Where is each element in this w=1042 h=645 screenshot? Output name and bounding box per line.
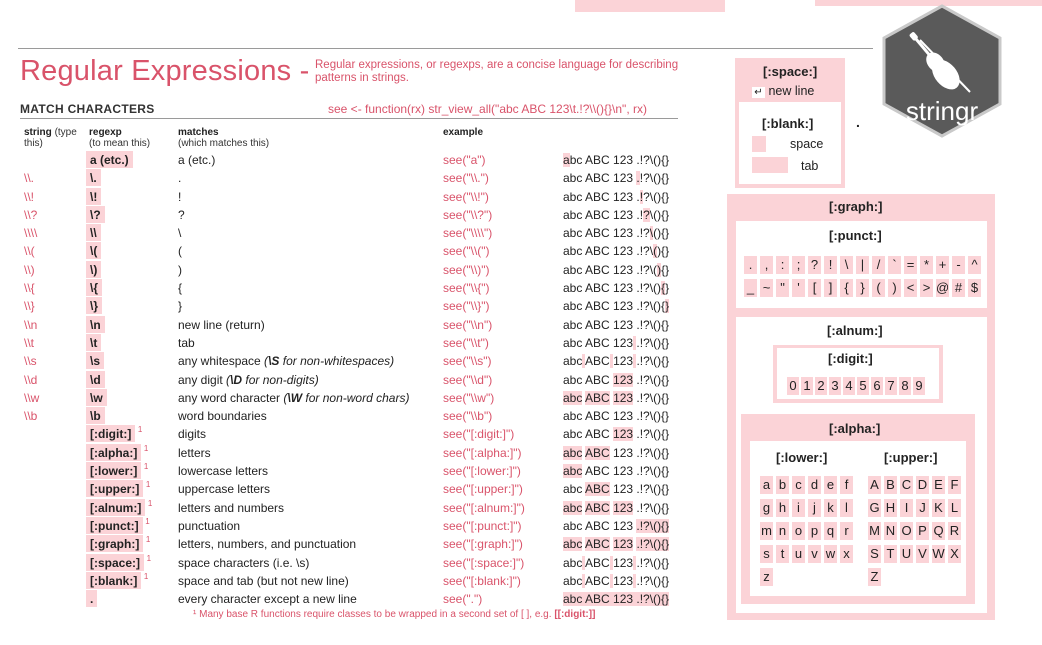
blank-space-swatch: [752, 136, 766, 152]
punct-chip: +: [936, 256, 949, 274]
regexp-cell: [:punct:] 1: [86, 517, 143, 534]
footnote-marker: 1: [137, 425, 143, 435]
lower-chip: x: [840, 545, 853, 563]
upper-chip: R: [949, 523, 960, 538]
upper-chip: W: [932, 546, 945, 561]
punct-chip: <: [904, 279, 917, 297]
see-example-cell: see("\\)"): [443, 262, 490, 277]
digit-chip: 0: [787, 377, 799, 395]
digit-class-label: [:digit:]: [828, 351, 873, 366]
regexp-cell: [:upper:] 1: [86, 480, 143, 497]
blank-class-label: [:blank:]: [762, 116, 814, 131]
footnote-marker: 1: [146, 553, 152, 563]
lower-chip: z: [760, 568, 773, 586]
see-example-cell: see("\\("): [443, 244, 490, 259]
matches-cell: digits: [178, 427, 207, 442]
see-example-cell: see("[:space:]"): [443, 555, 525, 570]
see-example-cell: see("[:upper:]"): [443, 482, 523, 497]
example-output-cell: abc ABC 123 .!?\(){}: [563, 445, 670, 460]
matches-cell: any digit (\D for non-digits): [178, 372, 319, 387]
punct-chip: #: [952, 279, 965, 297]
punct-chip: [: [808, 279, 821, 297]
regexp-cell: [:alpha:] 1: [86, 444, 141, 461]
matches-cell: \: [178, 226, 182, 241]
see-example-cell: see("."): [443, 592, 483, 607]
graph-class-label: [:graph:]: [829, 199, 883, 214]
punct-chip: ?: [808, 256, 821, 274]
lower-chip: k: [824, 499, 837, 517]
upper-chip: S: [868, 545, 881, 563]
regexp-cell: \t: [86, 334, 101, 351]
see-example-cell: see("[:lower:]"): [443, 464, 521, 479]
logo-text: stringr: [905, 96, 979, 126]
upper-chip: D: [917, 477, 928, 492]
punct-chip: ): [888, 279, 901, 297]
example-output-cell: abc ABC 123 .!?\(){}: [563, 482, 670, 497]
header-rule: [18, 48, 873, 49]
lower-chip: i: [792, 499, 805, 517]
digit-chip: 1: [801, 377, 813, 395]
upper-chip: L: [948, 499, 961, 517]
digit-chips: [787, 377, 927, 395]
upper-chip: H: [885, 500, 896, 515]
regexp-cell: a (etc.): [86, 151, 133, 168]
lower-chip: q: [824, 522, 837, 540]
matches-cell: lowercase letters: [178, 464, 269, 479]
page-title: Regular Expressions -: [20, 55, 310, 87]
example-output-cell: abc ABC 123 .!?\(){}: [563, 189, 670, 204]
lower-chip: j: [808, 499, 821, 517]
table-row: [0, 169, 700, 187]
lower-chip: p: [808, 522, 821, 540]
lower-chip: m: [761, 523, 772, 538]
string-cell: \\b: [24, 409, 38, 424]
lower-chip: o: [792, 522, 805, 540]
table-row: [0, 352, 700, 370]
see-example-cell: see("\\d"): [443, 372, 493, 387]
punct-chip: _: [744, 279, 757, 297]
example-output-cell: abc ABC 123 .!?\(){}: [563, 226, 670, 241]
punct-chip: ]: [824, 279, 837, 297]
upper-chip: X: [948, 545, 961, 563]
regexp-cell: \n: [86, 316, 105, 333]
punct-chip: .: [744, 256, 757, 274]
punct-chip: \: [840, 256, 853, 274]
footnote-marker: 1: [143, 462, 149, 472]
digit-chip: 3: [829, 377, 841, 395]
table-row: [0, 425, 700, 443]
upper-chip: M: [869, 523, 880, 538]
regexp-cell: [:digit:] 1: [86, 425, 135, 442]
punct-chip: >: [920, 279, 933, 297]
matches-cell: tab: [178, 335, 195, 350]
lower-chips: [760, 476, 856, 591]
string-cell: \\w: [24, 390, 40, 405]
table-row: [0, 371, 700, 389]
column-header-regexp: regexp (to mean this): [89, 127, 151, 149]
digit-chip: 7: [885, 377, 897, 395]
lower-chip-row: [760, 499, 856, 522]
table-row: [0, 444, 700, 462]
see-example-cell: see("\\s"): [443, 354, 492, 369]
example-output-cell: abc ABC 123 .!?\(){}: [563, 281, 670, 296]
matches-cell: (: [178, 244, 182, 259]
string-cell: \\!: [24, 189, 35, 204]
lower-chip: l: [840, 499, 853, 517]
upper-chip-row: [868, 499, 964, 522]
lower-chip-row: [760, 522, 856, 545]
digit-chip: 9: [913, 377, 925, 395]
see-example-cell: see("\\!"): [443, 189, 489, 204]
see-example-cell: see("\\t"): [443, 335, 489, 350]
regexp-cell: \b: [86, 407, 105, 424]
example-output-cell: abc ABC 123 .!?\(){}: [563, 153, 670, 167]
punct-chip: ': [792, 279, 805, 297]
matches-cell: letters: [178, 445, 211, 460]
lower-chip-row: [760, 476, 856, 499]
table-row: [0, 499, 700, 517]
see-example-cell: see("\\?"): [443, 207, 493, 222]
space-class-label: [:space:]: [763, 64, 818, 79]
blank-tab-label: tab: [801, 159, 819, 173]
string-cell: \\\\: [24, 226, 38, 241]
example-output-cell: abc ABC 123 .!?\(){}: [563, 390, 670, 405]
example-output-cell: abc ABC 123 .!?\(){}: [563, 244, 670, 259]
see-example-cell: see("\\w"): [443, 390, 495, 405]
regexp-cell: .: [86, 590, 97, 607]
string-cell: \\s: [24, 354, 37, 369]
upper-chip: I: [900, 499, 913, 517]
table-row: [0, 279, 700, 297]
regexp-cell: \{: [86, 279, 102, 296]
upper-chip: Z: [868, 568, 881, 586]
see-example-cell: see("\\\\"): [443, 226, 493, 241]
regexp-cell: \?: [86, 206, 105, 223]
table-row: [0, 535, 700, 553]
string-cell: \\?: [24, 207, 38, 222]
upper-chip: P: [916, 522, 929, 540]
regexp-cell: \}: [86, 297, 102, 314]
upper-chip: G: [869, 500, 880, 515]
table-row: [0, 407, 700, 425]
table-row: [0, 389, 700, 407]
lower-chip-row: [760, 568, 856, 591]
see-example-cell: see("\\."): [443, 171, 489, 186]
lower-chip: r: [840, 522, 853, 540]
matches-cell: !: [178, 189, 182, 204]
see-example-cell: see("[:punct:]"): [443, 518, 522, 533]
section-rule: [20, 118, 678, 119]
lower-chip: e: [824, 476, 837, 494]
matches-cell: word boundaries: [178, 409, 267, 424]
upper-chip: E: [932, 476, 945, 494]
punct-chip: (: [872, 279, 885, 297]
table-row: [0, 316, 700, 334]
blank-tab-swatch: [752, 157, 788, 173]
upper-chip: B: [884, 476, 897, 494]
footnote-marker: 1: [143, 571, 149, 581]
regexp-cell: \.: [86, 169, 101, 186]
regexp-cell: \): [86, 261, 101, 278]
column-header-example: example: [443, 127, 484, 138]
example-output-cell: abc ABC 123 .!?\(){}: [563, 427, 670, 442]
example-output-cell: abc ABC 123 .!?\(){}: [563, 372, 670, 387]
blank-space-label: space: [790, 137, 824, 151]
matches-cell: any word character (\W for non-word chars): [178, 390, 410, 405]
upper-chip-row: [868, 545, 964, 568]
footnote: ¹ Many base R functions require classes to be wrapped in a second set of [ ], e.g. [[:digit:]]: [193, 609, 596, 620]
return-icon: ↵: [752, 87, 765, 98]
lower-chip: h: [776, 499, 789, 517]
upper-chip: Q: [933, 523, 944, 538]
string-cell: \\n: [24, 317, 38, 332]
string-cell: \\d: [24, 372, 38, 387]
digit-chip: 5: [857, 377, 869, 395]
string-cell: \\{: [24, 281, 35, 296]
punct-chip: {: [840, 279, 853, 297]
see-function-definition: see <- function(rx) str_view_all("abc ABC 123\t.!?\\(){}\n", rx): [328, 102, 647, 116]
regexp-cell: [:blank:] 1: [86, 572, 141, 589]
column-header-string: string (type this): [24, 127, 77, 149]
lower-chip: v: [808, 545, 821, 563]
matches-cell: letters, numbers, and punctuation: [178, 537, 357, 552]
table-row: [0, 261, 700, 279]
punct-chip: =: [904, 256, 917, 274]
punct-chip: -: [952, 256, 965, 274]
lower-chip: f: [840, 476, 853, 494]
string-cell: \\}: [24, 299, 35, 314]
regexp-cell: \w: [86, 389, 107, 406]
string-cell: \\t: [24, 335, 35, 350]
see-example-cell: see("[:alpha:]"): [443, 445, 522, 460]
regexp-cell: [:graph:] 1: [86, 535, 143, 552]
matches-cell: punctuation: [178, 518, 241, 533]
example-output-cell: abc ABC 123 .!?\(){}: [563, 171, 670, 186]
see-example-cell: see("[:graph:]"): [443, 537, 523, 552]
see-example-cell: see("\\b"): [443, 409, 493, 424]
upper-chip: K: [932, 499, 945, 517]
regexp-cell: [:lower:] 1: [86, 462, 141, 479]
punct-chip: |: [856, 256, 869, 274]
upper-class-label: [:upper:]: [884, 450, 938, 465]
matches-cell: letters and numbers: [178, 500, 285, 515]
dot-label: .: [856, 114, 860, 130]
matches-cell: }: [178, 299, 183, 314]
example-output-cell: abc ABC 123 .!?\(){}: [563, 299, 670, 314]
matches-cell: any whitespace (\S for non-whitespaces): [178, 354, 395, 369]
table-row: [0, 462, 700, 480]
matches-cell: space and tab (but not new line): [178, 573, 349, 588]
table-row: [0, 297, 700, 315]
footnote-marker: 1: [143, 443, 149, 453]
regexp-cell: [:space:] 1: [86, 554, 144, 571]
see-example-cell: see("a"): [443, 153, 486, 167]
punct-chip: @: [936, 280, 950, 295]
regexp-cell: \!: [86, 188, 101, 205]
lower-chip: b: [776, 476, 789, 494]
footnote-marker: 1: [145, 480, 151, 490]
matches-cell: ): [178, 262, 182, 277]
see-example-cell: see("[:blank:]"): [443, 573, 521, 588]
matches-cell: uppercase letters: [178, 482, 271, 497]
punct-chip: :: [776, 256, 789, 274]
upper-chip: T: [884, 545, 897, 563]
example-output-cell: abc ABC 123 .!?\(){}: [563, 354, 670, 369]
punct-chip: }: [856, 279, 869, 297]
page-subtitle: Regular expressions, or regexps, are a concise language for describing patterns in strings.: [315, 59, 679, 84]
example-output-cell: abc ABC 123 .!?\(){}: [563, 537, 670, 552]
example-output-cell: abc ABC 123 .!?\(){}: [563, 500, 670, 515]
lower-chip: a: [760, 476, 773, 494]
matches-cell: a (etc.): [178, 153, 216, 167]
example-output-cell: abc ABC 123 .!?\(){}: [563, 317, 670, 332]
alpha-class-label: [:alpha:]: [829, 421, 881, 436]
upper-chip: C: [901, 477, 912, 492]
example-output-cell: abc ABC 123 .!?\(){}: [563, 592, 670, 607]
table-row: [0, 224, 700, 242]
table-row: [0, 188, 700, 206]
footnote-marker: 1: [145, 535, 151, 545]
lower-chip: s: [760, 545, 773, 563]
footnote-marker: 1: [145, 516, 150, 526]
example-output-cell: abc ABC 123 .!?\(){}: [563, 518, 670, 533]
see-example-cell: see("[:digit:]"): [443, 427, 515, 442]
punct-row-2: [744, 279, 984, 297]
lower-chip: n: [776, 522, 789, 540]
upper-chip: F: [948, 476, 961, 494]
punct-class-label: [:punct:]: [829, 228, 882, 243]
string-cell: \\.: [24, 171, 35, 186]
digit-chip: 2: [815, 377, 827, 395]
table-row: [0, 517, 700, 535]
regexp-cell: [:alnum:] 1: [86, 499, 145, 516]
digit-chip: 6: [871, 377, 883, 395]
regexp-cell: \(: [86, 242, 101, 259]
matches-cell: {: [178, 281, 183, 296]
matches-cell: ?: [178, 207, 185, 222]
example-output-cell: abc ABC 123 .!?\(){}: [563, 335, 670, 350]
example-output-cell: abc ABC 123 .!?\(){}: [563, 409, 670, 424]
section-title: MATCH CHARACTERS: [20, 102, 155, 116]
example-output-cell: abc ABC 123 .!?\(){}: [563, 464, 670, 479]
punct-chip: $: [968, 279, 981, 297]
upper-chip: N: [885, 523, 896, 538]
example-output-cell: abc ABC 123 .!?\(){}: [563, 555, 670, 570]
upper-chip: J: [916, 499, 929, 517]
see-example-cell: see("[:alnum:]"): [443, 500, 525, 515]
regexp-cell: \\: [86, 224, 101, 241]
regexp-cell: \s: [86, 352, 104, 369]
punct-chip: *: [920, 256, 933, 274]
lower-chip: c: [792, 476, 805, 494]
digit-chip: 8: [899, 377, 911, 395]
alnum-class-label: [:alnum:]: [827, 323, 883, 338]
table-row: [0, 206, 700, 224]
footnote-marker: 1: [147, 498, 153, 508]
matches-cell: new line (return): [178, 317, 265, 332]
upper-chip: V: [916, 545, 929, 563]
lower-chip: u: [792, 545, 805, 563]
punct-chip: !: [824, 256, 837, 274]
punct-chip: ,: [760, 256, 773, 274]
newline-entry: ↵ new line: [752, 84, 814, 98]
example-output-cell: abc ABC 123 .!?\(){}: [563, 207, 670, 222]
punct-chip: ;: [792, 256, 805, 274]
lower-chip: d: [808, 476, 821, 494]
see-example-cell: see("\\{"): [443, 281, 490, 296]
string-cell: \\(: [24, 244, 35, 259]
upper-chip-row: [868, 568, 964, 591]
regexp-cell: \d: [86, 371, 105, 388]
upper-chip: U: [901, 546, 912, 561]
table-row: [0, 334, 700, 352]
upper-chip-row: [868, 476, 964, 499]
punct-chip: ": [776, 279, 789, 297]
lower-chip: t: [776, 545, 789, 563]
example-output-cell: abc ABC 123 .!?\(){}: [563, 262, 670, 277]
see-example-cell: see("\\}"): [443, 299, 490, 314]
column-header-matches: matches (which matches this): [178, 127, 270, 149]
punct-chip: ^: [968, 256, 981, 274]
table-row: [0, 151, 700, 169]
upper-chip: O: [901, 523, 912, 538]
table-row: [0, 554, 700, 572]
lower-chip: g: [760, 499, 773, 517]
lower-chip: w: [825, 546, 836, 561]
lower-class-label: [:lower:]: [776, 450, 828, 465]
table-row: [0, 242, 700, 260]
string-cell: \\): [24, 262, 35, 277]
see-example-cell: see("\\n"): [443, 317, 493, 332]
match-characters-table: [0, 151, 700, 608]
upper-chip: A: [868, 476, 881, 494]
stringr-hex-logo: [880, 0, 1005, 150]
matches-cell: every character except a new line: [178, 592, 357, 607]
matches-cell: space characters (i.e. \s): [178, 555, 310, 570]
lower-chip-row: [760, 545, 856, 568]
punct-chip: ~: [760, 279, 773, 297]
digit-chip: 4: [843, 377, 855, 395]
punct-chip: /: [872, 256, 885, 274]
upper-chips: [868, 476, 964, 591]
table-row: [0, 480, 700, 498]
table-row: [0, 572, 700, 590]
table-row: [0, 590, 700, 608]
punct-row-1: [744, 256, 984, 274]
example-output-cell: abc ABC 123 .!?\(){}: [563, 573, 670, 588]
punct-chip: `: [888, 256, 901, 274]
matches-cell: .: [178, 171, 182, 186]
upper-chip-row: [868, 522, 964, 545]
